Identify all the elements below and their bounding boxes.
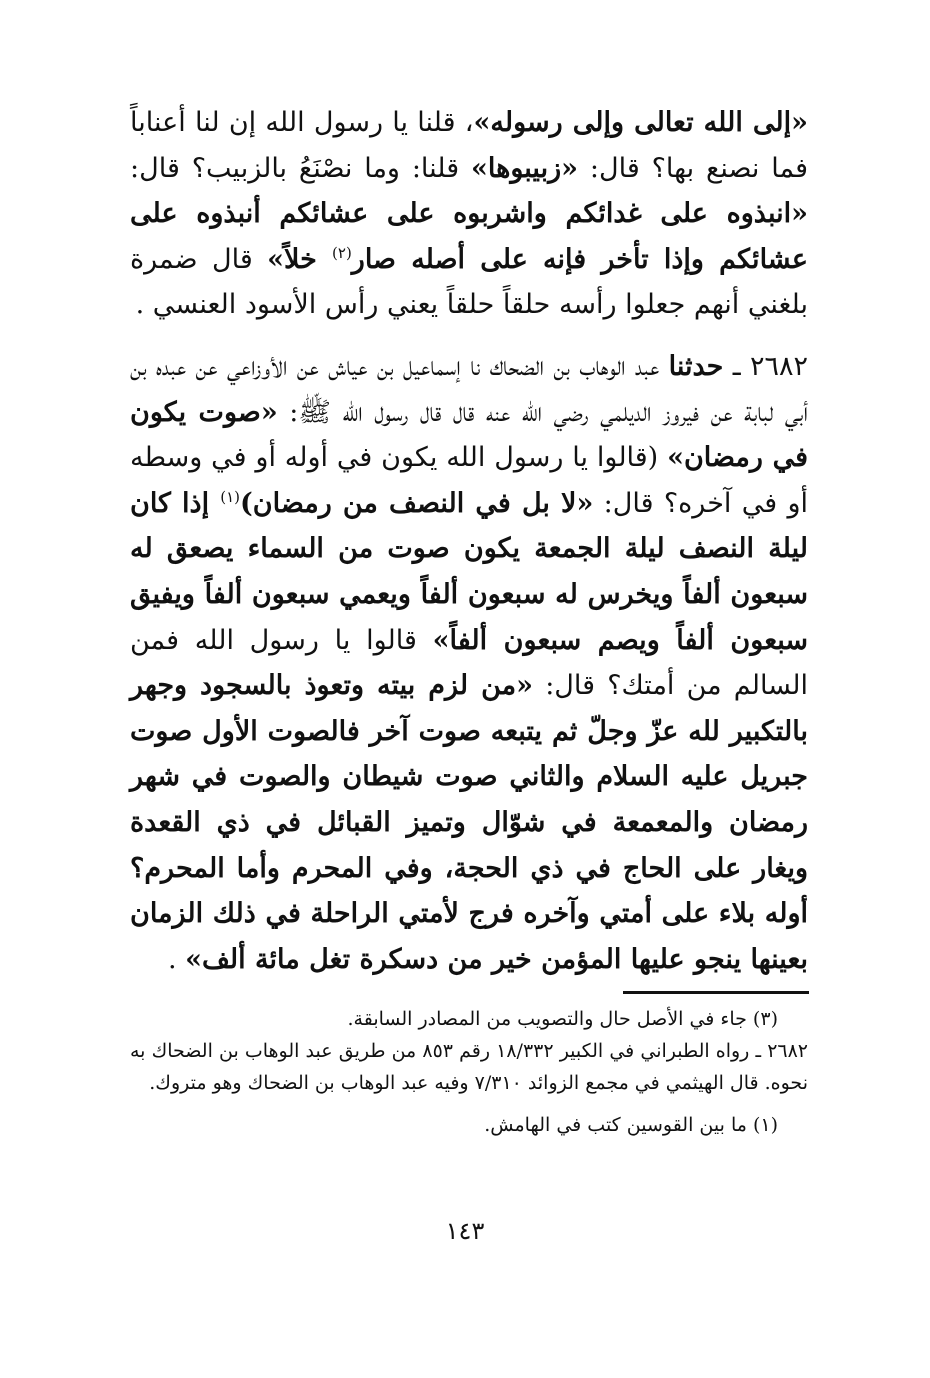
haddathana-word: حدثنا <box>668 350 724 382</box>
hadith-quote: «إلى الله تعالى وإلى رسوله» <box>473 107 808 138</box>
main-text <box>130 100 808 982</box>
footnote-divider <box>623 991 809 994</box>
narration-text: قال ضمرة بلغني أنهم جعلوا رأسه حلقاً حلقاً يعني رأس الأسود العنسي . <box>130 243 808 321</box>
hadith-quote: «صوت يكون في رمضان» <box>130 396 809 474</box>
footnote-ref: (١) <box>220 487 240 506</box>
narration-text: قلنا: وما نصْنَعُ بالزبيب؟ قال: <box>130 152 471 184</box>
hadith-quote: إذا كان ليلة النصف ليلة الجمعة يكون صوت من السماء يصعق له سبعون ألفاً ويخرس له سبعون ألفاً ويعمي سبعون ألفاً ويفيق سبعون ألفاً ويصم سبعون ألفاً» <box>130 487 809 656</box>
hadith-quote: خلاً» <box>267 243 333 275</box>
narration-text: . <box>167 943 186 975</box>
narration-text: قالوا يا رسول الله فمن السالم من أمتك؟ قال: <box>130 624 808 702</box>
hadith-quote: «لا بل في النصف من رمضان) <box>240 487 594 519</box>
page-number: ١٤٣ <box>445 1217 485 1245</box>
hadith-quote: «انبذوه على غدائكم واشربوه على عشائكم أنبذوه على عشائكم وإذا تأخر فإنه على أصله صار <box>130 198 808 275</box>
footnote-takhrij: ٢٦٨٢ ـ رواه الطبراني في الكبير ١٨/٣٣٢ رقم ٨٥٣ من طريق عبد الوهاب بن الضحاك به نحوه. قال الهيثمي في مجمع الزوائد ٧/٣١٠ وفيه عبد الوهاب بن الضحاك وهو متروك. <box>130 1040 809 1094</box>
footnote-3: (٣) جاء في الأصل حال والتصويب من المصادر السابقة. <box>347 1008 778 1030</box>
hadith-quote: «زبيبوها» <box>471 152 579 184</box>
footnote-1: (١) ما بين القوسين كتب في الهامش. <box>484 1114 778 1136</box>
footnotes <box>130 1003 808 1141</box>
paragraph-1 <box>130 100 808 328</box>
narration-text: عبد الوهاب بن الضحاك نا إسماعيل بن عياش عن الأوزاعي عن عبده بن أبي لبابة عن فيروز الديلمي رضي الله عنه قال قال رسول الله ﷺ: <box>130 350 808 428</box>
paragraph-2 <box>130 344 808 982</box>
hadith-number: ٢٦٨٢ ـ <box>723 350 809 382</box>
narration-text: (قالوا يا رسول الله يكون في أوله أو في وسطه أو في آخره؟ قال: <box>130 442 808 519</box>
footnote-ref: (٢) <box>332 243 352 262</box>
hadith-quote: «من لزم بيته وتعوذ بالسجود وجهر بالتكبير لله عزّ وجلّ ثم يتبعه صوت آخر فالصوت الأول صوت جبريل عليه السلام والثاني صوت شيطان والصوت في شهر رمضان والمعمعة في شوّال وتميز القبائل في ذي القعدة ويغار على الحاج في ذي الحجة، وفي المحرم وأما المحرم؟ أوله بلاء على أمتي وآخره فرج لأمتي الراحلة في ذلك الزمان بعينها ينجو عليها المؤمن خير من دسكرة تغل مائة ألف» <box>130 670 808 975</box>
narration-text: ، قلنا يا رسول الله إن لنا أعناباً فما نصنع بها؟ قال: <box>130 107 808 184</box>
